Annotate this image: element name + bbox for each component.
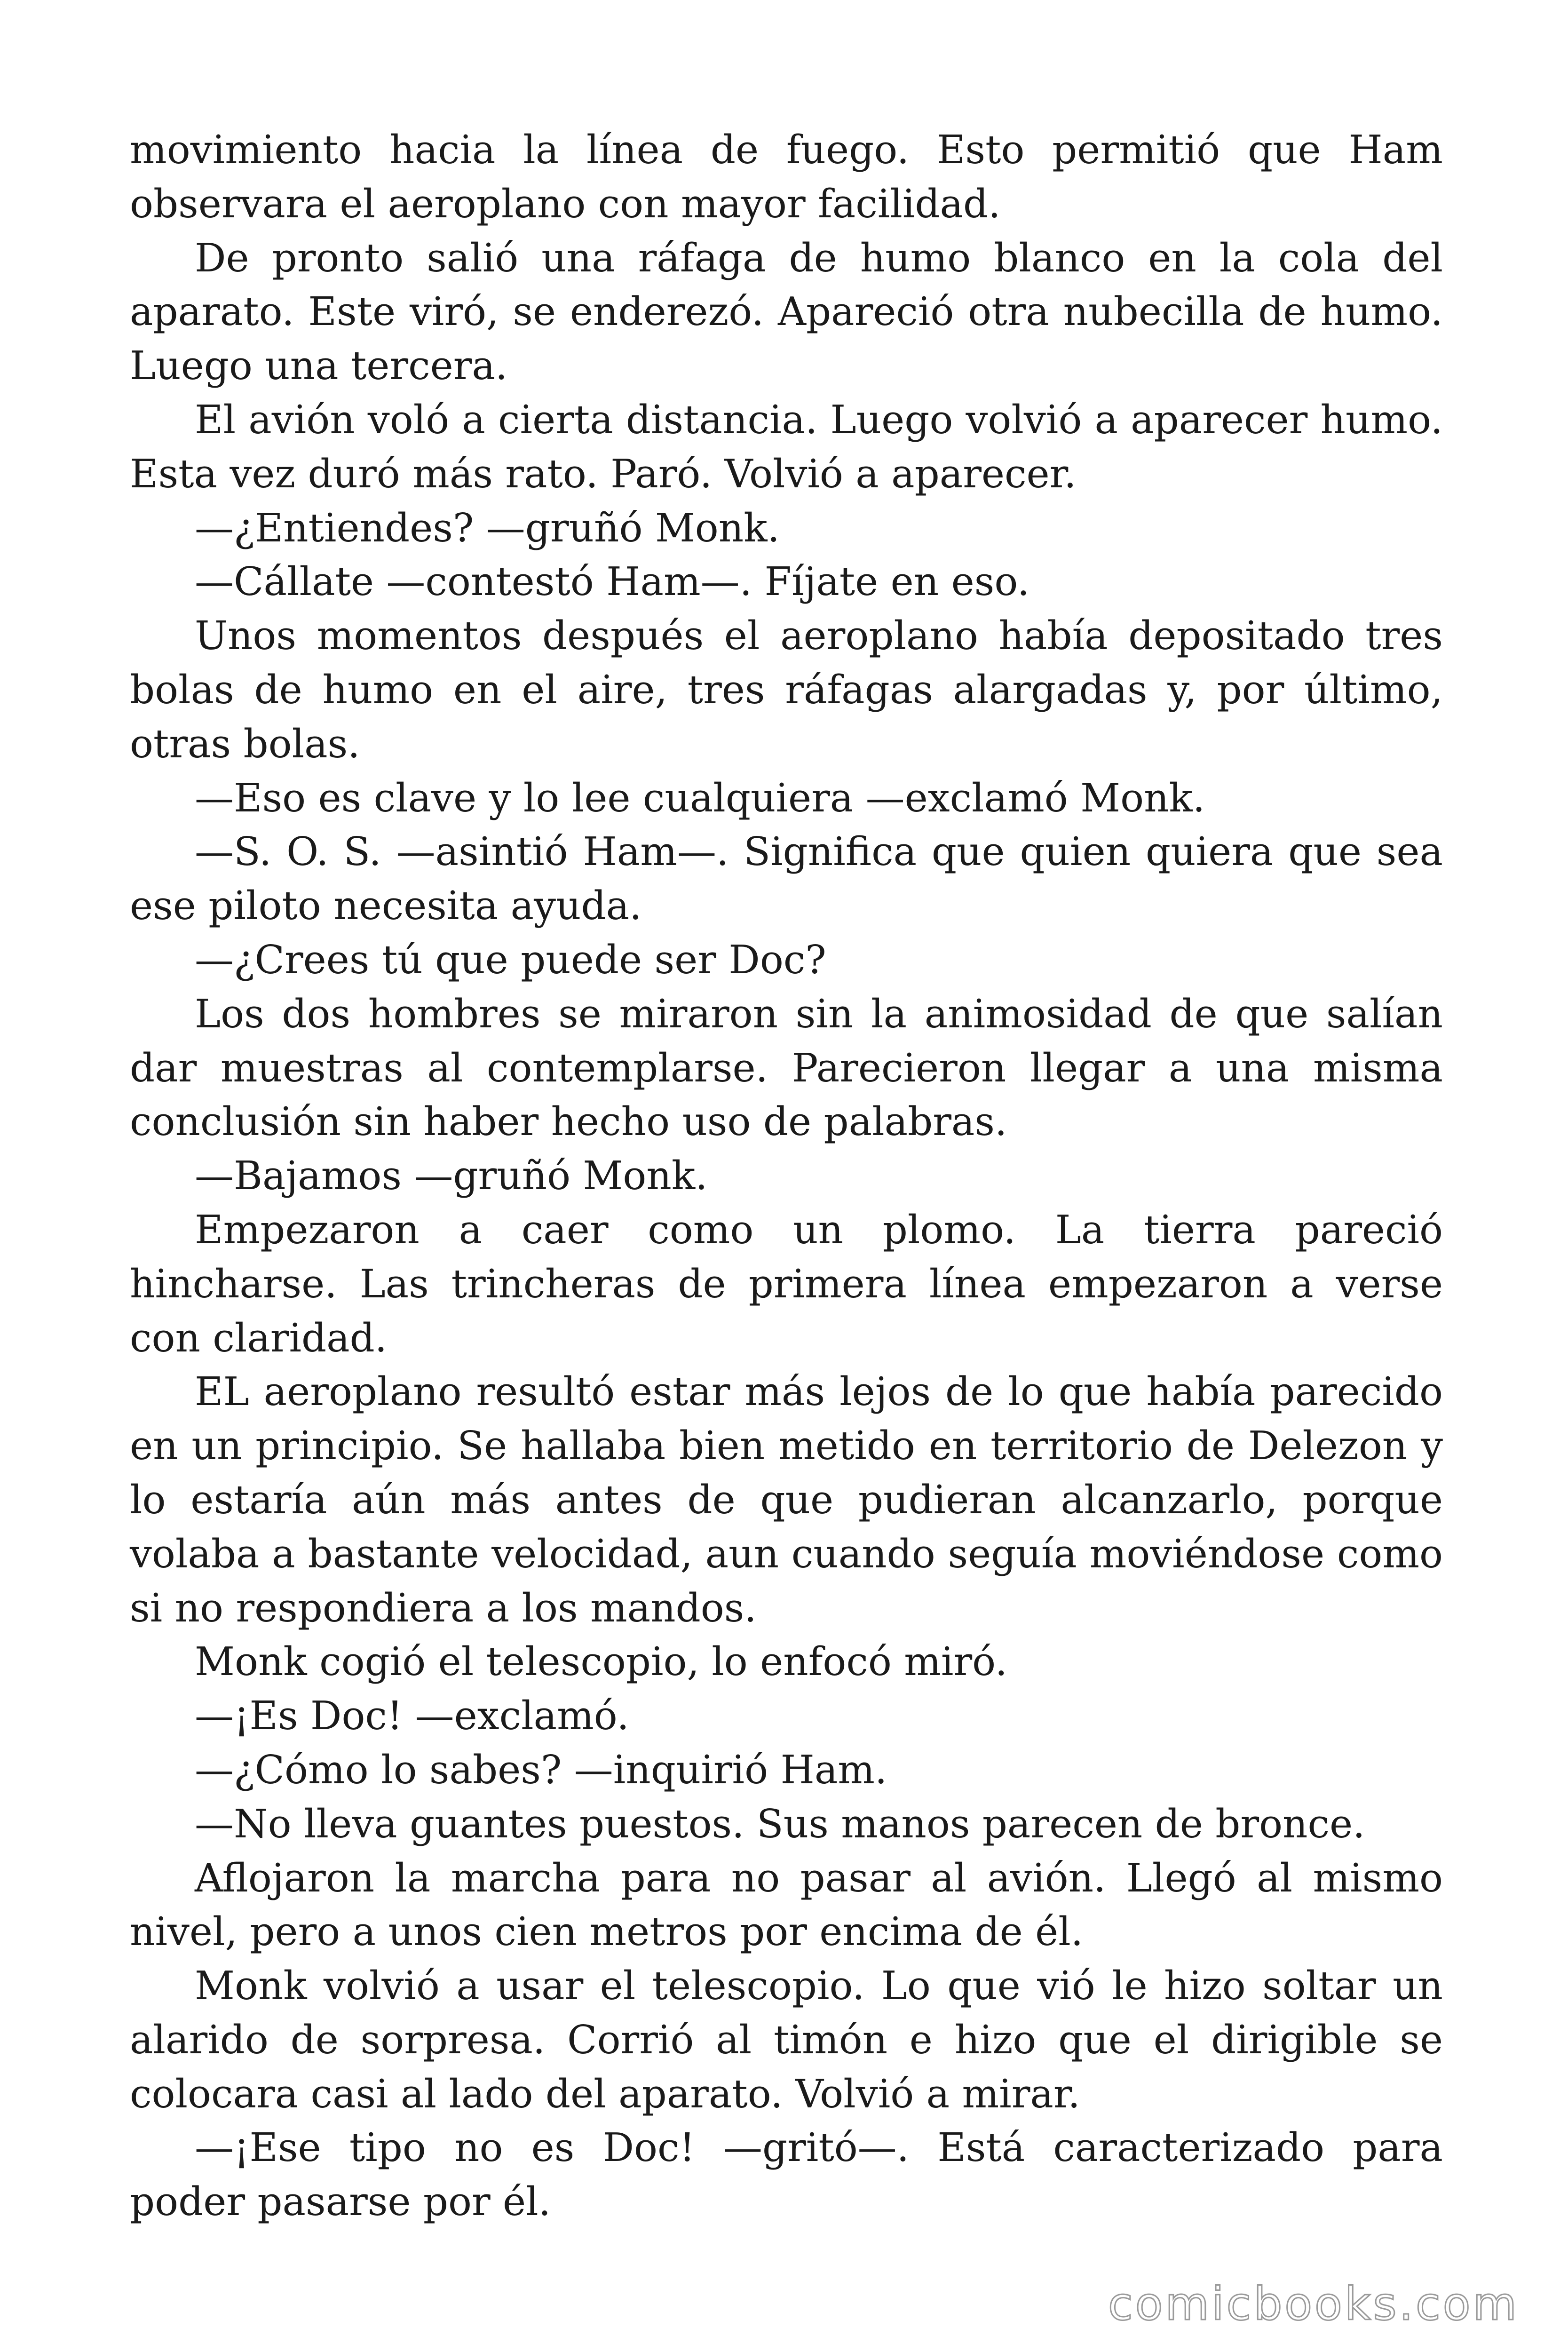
paragraph: El avión voló a cierta distancia. Luego volvió a aparecer humo. Esta vez duró más rato. Paró. Volvió a aparecer. bbox=[130, 397, 1443, 497]
paragraph: Empezaron a caer como un plomo. La tierra pareció hincharse. Las trincheras de primera línea empezaron a verse con claridad. bbox=[130, 1207, 1443, 1361]
paragraph: Aflojaron la marcha para no pasar al avión. Llegó al mismo nivel, pero a unos cien metros por encima de él. bbox=[130, 1855, 1443, 1955]
dialogue-line: —¡Ese tipo no es Doc! —gritó—. Está caracterizado para poder pasarse por él. bbox=[130, 2125, 1443, 2225]
paragraph: Unos momentos después el aeroplano había depositado tres bolas de humo en el aire, tres ráfagas alargadas y, por último, otras bolas. bbox=[130, 613, 1443, 767]
paragraph: Los dos hombres se miraron sin la animosidad de que salían dar muestras al contemplarse. Parecieron llegar a una misma conclusión sin haber hecho uso de palabras. bbox=[130, 991, 1443, 1145]
dialogue-line: —¿Crees tú que puede ser Doc? bbox=[195, 937, 826, 983]
dialogue-line: —No lleva guantes puestos. Sus manos parecen de bronce. bbox=[195, 1801, 1365, 1847]
paragraph: movimiento hacia la línea de fuego. Esto permitió que Ham observara el aeroplano con mayor facilidad. bbox=[130, 127, 1443, 227]
dialogue-line: —Cállate —contestó Ham—. Fíjate en eso. bbox=[195, 559, 1030, 605]
dialogue-line: —Bajamos —gruñó Monk. bbox=[195, 1153, 708, 1199]
dialogue-line: —¿Entiendes? —gruñó Monk. bbox=[195, 505, 780, 551]
paragraph: Monk cogió el telescopio, lo enfocó miró. bbox=[195, 1639, 1008, 1685]
dialogue-line: —¡Es Doc! —exclamó. bbox=[195, 1693, 629, 1739]
dialogue-line: —¿Cómo lo sabes? —inquirió Ham. bbox=[195, 1747, 887, 1793]
dialogue-line: —Eso es clave y lo lee cualquiera —exclamó Monk. bbox=[195, 775, 1205, 821]
dialogue-line: —S. O. S. —asintió Ham—. Significa que quien quiera que sea ese piloto necesita ayuda. bbox=[130, 829, 1443, 929]
paragraph: EL aeroplano resultó estar más lejos de lo que había parecido en un principio. Se hallaba bien metido en territorio de Delezon y lo estaría aún más antes de que pudieran alcanzarlo, porque volaba a bastante velocidad, aun cuando seguía moviéndose como si no respondiera a los mandos. bbox=[130, 1369, 1443, 1631]
paragraph: De pronto salió una ráfaga de humo blanco en la cola del aparato. Este viró, se enderezó. Apareció otra nubecilla de humo. Luego una tercera. bbox=[130, 235, 1443, 389]
paragraph: Monk volvió a usar el telescopio. Lo que vió le hizo soltar un alarido de sorpresa. Corrió al timón e hizo que el dirigible se colocara casi al lado del aparato. Volvió a mirar. bbox=[130, 1963, 1443, 2117]
watermark: comicbooks.com bbox=[1108, 2278, 1519, 2330]
body-text bbox=[130, 123, 1443, 2229]
